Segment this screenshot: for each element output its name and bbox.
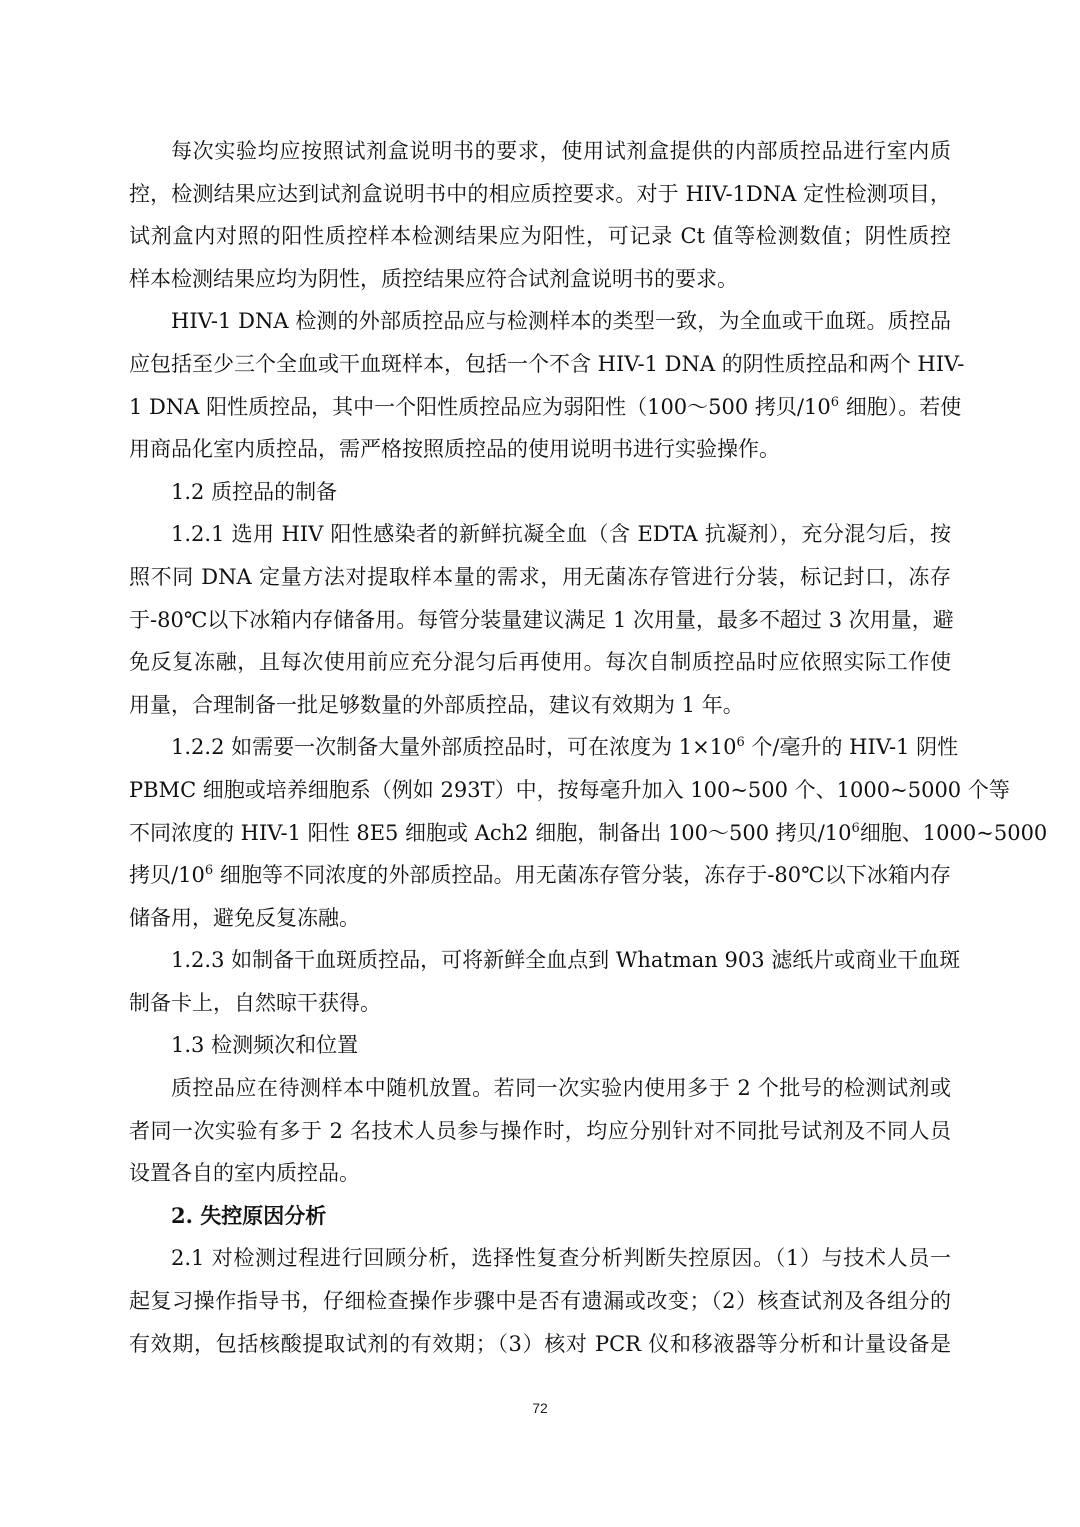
section-heading-1-3: 1.3 检测频次和位置 [171, 1033, 359, 1058]
text-line: 有效期，包括核酸提取试剂的有效期；（3）核对 PCR 仪和移液器等分析和计量设备是 [129, 1331, 951, 1356]
text-line: 于-80℃以下冰箱内存储备用。每管分装量建议满足 1 次用量，最多不超过 3 次用量，避 [129, 607, 954, 632]
text-line: 用商品化室内质控品，需严格按照质控品的使用说明书进行实验操作。 [129, 437, 780, 462]
text-segment: 1.2.2 如需要一次制备大量外部质控品时，可在浓度为 1×10 [171, 735, 737, 760]
text-line: PBMC 细胞或培养细胞系（例如 293T）中，按每毫升加入 100~500 个、1000~5000 个等 [129, 777, 1010, 802]
superscript: 6 [851, 820, 860, 836]
text-line: 试剂盒内对照的阳性质控样本检测结果应为阳性，可记录 Ct 值等检测数值；阴性质控 [129, 224, 951, 249]
text-line [129, 726, 959, 769]
text-line: 控，检测结果应达到试剂盒说明书中的相应质控要求。对于 HIV-1DNA 定性检测项目， [129, 181, 951, 206]
text-line: 每次实验均应按照试剂盒说明书的要求，使用试剂盒提供的内部质控品进行室内质 [171, 139, 951, 163]
superscript: 6 [736, 735, 745, 751]
body-text [129, 130, 1048, 1365]
paragraph-external-qc [129, 300, 965, 470]
text-line: 照不同 DNA 定量方法对提取样本量的需求，用无菌冻存管进行分装，标记封口，冻存 [129, 564, 951, 589]
text-line [129, 386, 962, 429]
text-line: 者同一次实验有多于 2 名技术人员参与操作时，均应分别针对不同批号试剂及不同人员 [129, 1118, 951, 1143]
page-number: 72 [532, 1400, 548, 1416]
section-heading-2: 2. 失控原因分析 [171, 1202, 327, 1228]
text-line: 1.2.1 选用 HIV 阳性感染者的新鲜抗凝全血（含 EDTA 抗凝剂），充分混匀后，按 [171, 522, 951, 547]
text-segment: 不同浓度的 HIV-1 阳性 8E5 细胞或 Ach2 细胞，制备出 100～500 拷贝/10 [129, 820, 852, 845]
text-segment: 1 DNA 阳性质控品，其中一个阳性质控品应为弱阳性（100～500 拷贝/10 [129, 394, 831, 419]
text-line: 2.1 对检测过程进行回顾分析，选择性复查分析判断失控原因。（1）与技术人员一 [171, 1246, 951, 1271]
text-line: 储备用，避免反复冻融。 [129, 905, 360, 930]
text-segment: 拷贝/10 [129, 863, 205, 888]
paragraph-1-3 [129, 1067, 951, 1195]
superscript: 6 [204, 863, 214, 879]
text-line [129, 854, 951, 897]
text-line: 设置各自的室内质控品。 [129, 1161, 360, 1186]
text-line: 质控品应在待测样本中随机放置。若同一次实验内使用多于 2 个批号的检测试剂或 [171, 1076, 951, 1101]
paragraph-internal-qc [129, 130, 951, 300]
text-line: 应包括至少三个全血或干血斑样本，包括一个不含 HIV-1 DNA 的阴性质控品和两个 HIV- [129, 351, 965, 376]
text-segment: 个/毫升的 HIV-1 阴性 [744, 735, 959, 760]
paragraph-1-2-3 [129, 939, 961, 1024]
text-line: 样本检测结果应均为阴性，质控结果应符合试剂盒说明书的要求。 [129, 266, 738, 291]
text-line: 制备卡上，自然晾干获得。 [129, 990, 381, 1015]
text-line: 免反复冻融，且每次使用前应充分混匀后再使用。每次自制质控品时应依照实际工作使 [129, 650, 951, 675]
paragraph-1-2-2 [129, 726, 1048, 939]
text-line: 用量，合理制备一批足够数量的外部质控品，建议有效期为 1 年。 [129, 692, 744, 717]
paragraph-2-1 [129, 1237, 951, 1365]
text-line [129, 812, 1048, 855]
paragraph-1-2-1 [129, 513, 954, 726]
text-segment: 细胞等不同浓度的外部质控品。用无菌冻存管分装，冻存于-80℃以下冰箱内存 [213, 863, 951, 888]
superscript: 6 [830, 394, 840, 410]
section-heading-1-2: 1.2 质控品的制备 [171, 479, 338, 504]
text-segment: 细胞）。若使 [839, 394, 962, 419]
text-line: HIV-1 DNA 检测的外部质控品应与检测样本的类型一致，为全血或干血斑。质控品 [171, 309, 951, 334]
text-segment: 细胞、1000~5000 [859, 820, 1048, 845]
text-line: 起复习操作指导书，仔细检查操作步骤中是否有遗漏或改变；（2）核查试剂及各组分的 [129, 1289, 951, 1314]
text-line: 1.2.3 如制备干血斑质控品，可将新鲜全血点到 Whatman 903 滤纸片或商业干血斑 [171, 948, 961, 973]
